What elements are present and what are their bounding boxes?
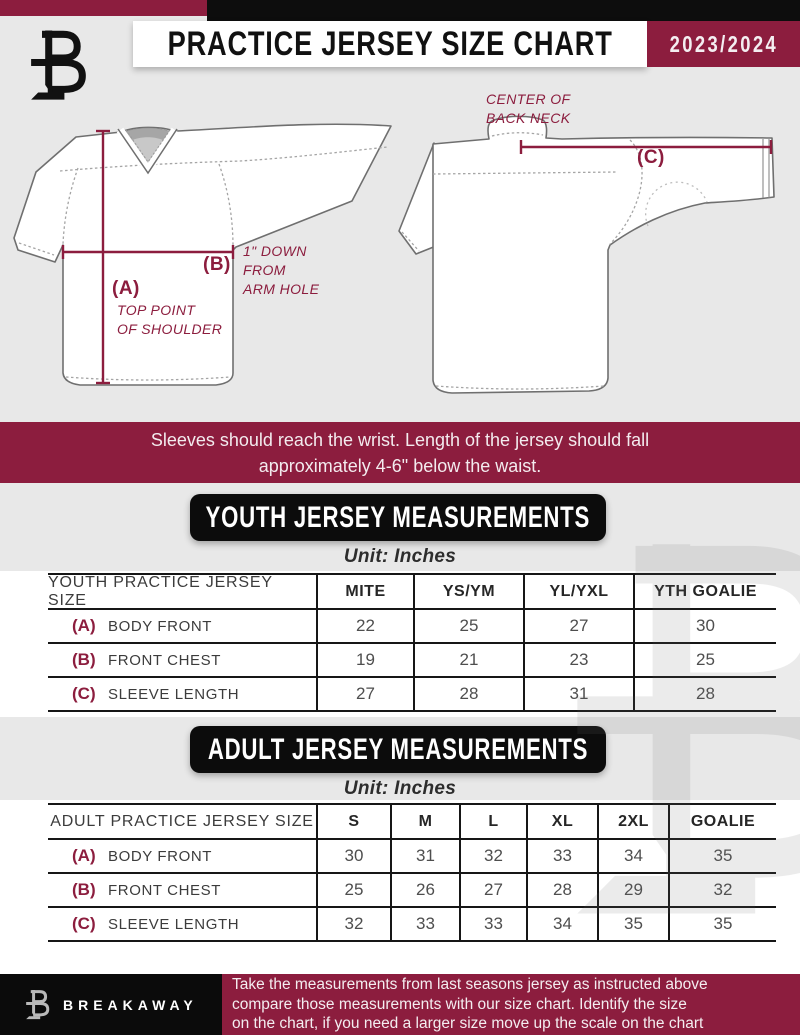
column-header: M bbox=[390, 805, 459, 838]
brand-name: BREAKAWAY bbox=[63, 996, 198, 1013]
youth-section-heading: YOUTH JERSEY MEASUREMENTS bbox=[190, 494, 606, 541]
cell-value: 35 bbox=[597, 908, 668, 940]
cell-value: 31 bbox=[523, 678, 633, 710]
measure-a-caption: TOP POINT OF SHOULDER bbox=[117, 302, 223, 337]
measure-a-key: (A) bbox=[112, 278, 140, 299]
column-header: GOALIE bbox=[668, 805, 776, 838]
cell-value: 25 bbox=[316, 874, 390, 906]
measure-b-caption: 1" DOWN FROM ARM HOLE bbox=[243, 243, 320, 297]
jersey-diagrams bbox=[0, 90, 800, 422]
footer-instruction-line: Take the measurements from last seasons jersey as instructed above bbox=[232, 976, 708, 994]
column-header: XL bbox=[526, 805, 597, 838]
breakaway-b-logo-icon bbox=[26, 26, 90, 106]
table-row bbox=[48, 678, 776, 712]
adult-unit-label: Unit: Inches bbox=[343, 778, 457, 799]
cell-value: 25 bbox=[633, 644, 776, 676]
footer-brand-panel bbox=[0, 974, 222, 1035]
cell-value: 30 bbox=[316, 840, 390, 872]
cell-value: 28 bbox=[526, 874, 597, 906]
footer-instructions-panel bbox=[222, 974, 800, 1035]
measure-c-key: (C) bbox=[637, 147, 665, 168]
row-label: (C) SLEEVE LENGTH bbox=[72, 684, 240, 703]
page-title-text: PRACTICE JERSEY SIZE CHART bbox=[167, 24, 613, 63]
table-row bbox=[48, 610, 776, 644]
footer-instruction-line: on the chart, if you need a larger size move up the scale on the chart bbox=[232, 1015, 704, 1033]
cell-value: 33 bbox=[459, 908, 526, 940]
column-header: S bbox=[316, 805, 390, 838]
cell-value: 34 bbox=[526, 908, 597, 940]
column-header: MITE bbox=[316, 575, 413, 608]
page-title bbox=[133, 21, 647, 67]
table-row bbox=[48, 644, 776, 678]
cell-value: 22 bbox=[316, 610, 413, 642]
cell-value: 19 bbox=[316, 644, 413, 676]
cell-value: 32 bbox=[316, 908, 390, 940]
cell-value: 25 bbox=[413, 610, 523, 642]
adult-section-heading: ADULT JERSEY MEASUREMENTS bbox=[190, 726, 606, 773]
cell-value: 26 bbox=[390, 874, 459, 906]
table-header-row bbox=[48, 575, 776, 610]
youth-unit-label: Unit: Inches bbox=[343, 546, 457, 567]
cell-value: 32 bbox=[668, 874, 776, 906]
cell-value: 30 bbox=[633, 610, 776, 642]
fit-notice-text: Sleeves should reach the wrist. Length of the jersey should fall approximately 4-6" below the waist. bbox=[150, 429, 650, 476]
cell-value: 35 bbox=[668, 908, 776, 940]
cell-value: 31 bbox=[390, 840, 459, 872]
row-label: (B) FRONT CHEST bbox=[72, 880, 221, 899]
cell-value: 29 bbox=[597, 874, 668, 906]
cell-value: 34 bbox=[597, 840, 668, 872]
cell-value: 33 bbox=[390, 908, 459, 940]
season-badge bbox=[647, 21, 800, 67]
column-header: YOUTH PRACTICE JERSEY SIZE bbox=[48, 573, 273, 609]
cell-value: 27 bbox=[523, 610, 633, 642]
column-header: YS/YM bbox=[413, 575, 523, 608]
row-label: (A) BODY FRONT bbox=[72, 616, 213, 635]
column-header: YTH GOALIE bbox=[633, 575, 776, 608]
table-header-row bbox=[48, 805, 776, 840]
breakaway-b-footer-logo-icon bbox=[24, 988, 51, 1022]
youth-size-table bbox=[48, 573, 776, 712]
cell-value: 28 bbox=[413, 678, 523, 710]
measure-c-caption: CENTER OF BACK NECK bbox=[486, 91, 571, 126]
footer-instruction-line: compare those measurements with our size chart. Identify the size bbox=[232, 995, 687, 1013]
season-text: 2023/2024 bbox=[669, 30, 778, 57]
cell-value: 23 bbox=[523, 644, 633, 676]
cell-value: 32 bbox=[459, 840, 526, 872]
cell-value: 27 bbox=[316, 678, 413, 710]
fit-notice-banner bbox=[0, 422, 800, 483]
measure-b-key: (B) bbox=[203, 254, 231, 275]
cell-value: 35 bbox=[668, 840, 776, 872]
column-header: 2XL bbox=[597, 805, 668, 838]
cell-value: 33 bbox=[526, 840, 597, 872]
column-header: YL/YXL bbox=[523, 575, 633, 608]
cell-value: 27 bbox=[459, 874, 526, 906]
cell-value: 28 bbox=[633, 678, 776, 710]
table-row bbox=[48, 840, 776, 874]
cell-value: 21 bbox=[413, 644, 523, 676]
column-header: L bbox=[459, 805, 526, 838]
table-row bbox=[48, 908, 776, 942]
column-header: ADULT PRACTICE JERSEY SIZE bbox=[50, 812, 314, 830]
row-label: (B) FRONT CHEST bbox=[72, 650, 221, 669]
top-maroon-strip bbox=[0, 0, 207, 16]
table-row bbox=[48, 874, 776, 908]
row-label: (A) BODY FRONT bbox=[72, 846, 213, 865]
adult-size-table bbox=[48, 803, 776, 942]
top-black-bar bbox=[207, 0, 800, 22]
row-label: (C) SLEEVE LENGTH bbox=[72, 914, 240, 933]
